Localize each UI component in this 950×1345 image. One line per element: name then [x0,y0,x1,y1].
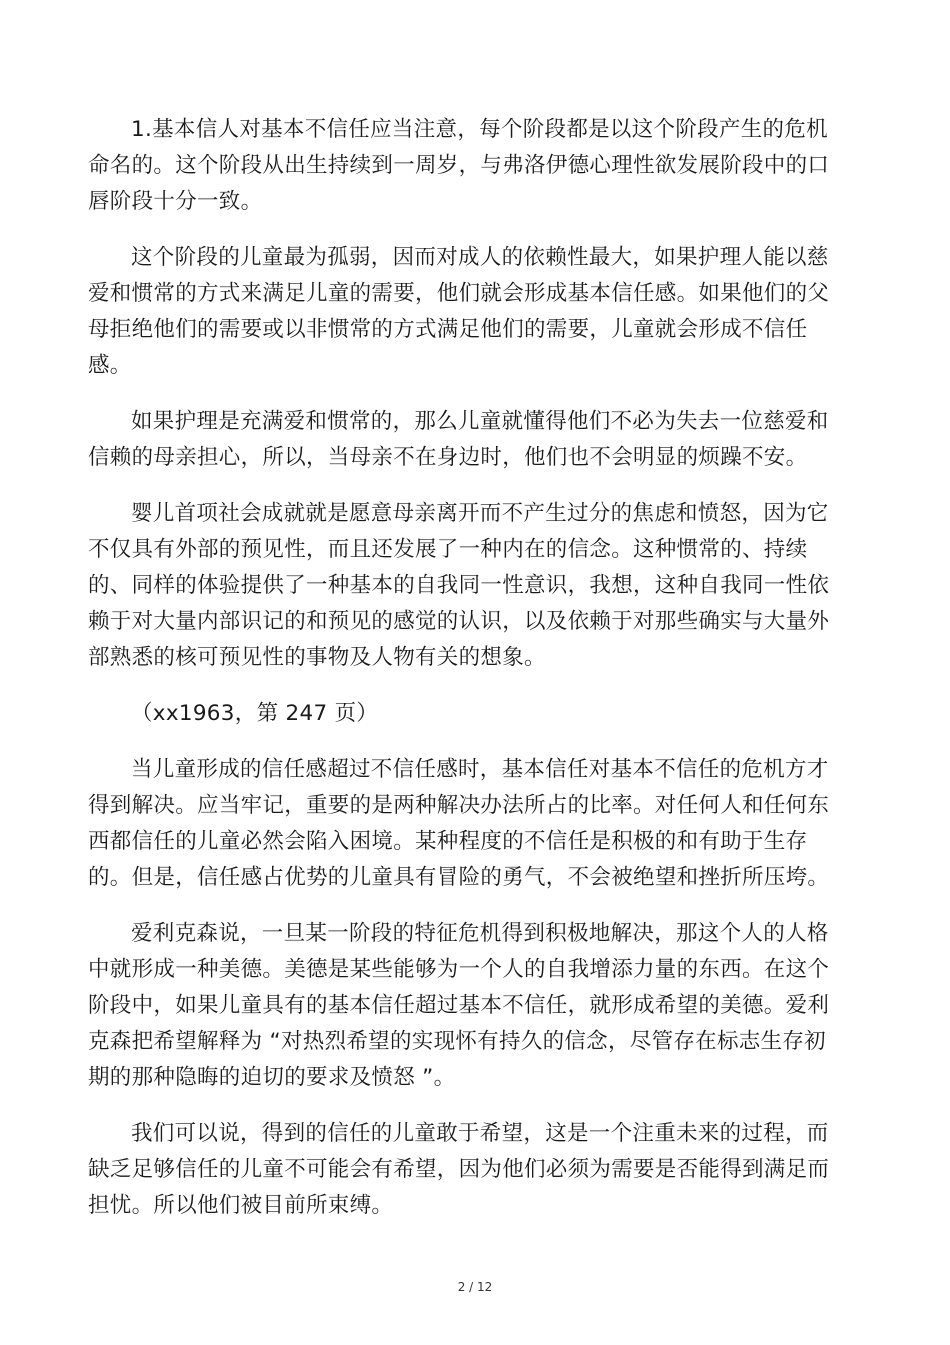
paragraph-6: 爱利克森说，一旦某一阶段的特征危机得到积极地解决，那这个人的人格中就形成一种美德。美德是某些能够为一个人的自我增添力量的东西。在这个阶段中，如果儿童具有的基本信任超过基本不信任，就形成希望的美德。爱利克森把希望解释为 “对热烈希望的实现怀有持久的信念，尽管存在标志生存初期的那种隐晦的迫切的要求及愤怒 ”。 [88,921,830,1090]
paragraph-3: 如果护理是充满爱和惯常的，那么儿童就懂得他们不必为失去一位慈爱和信赖的母亲担心，所以，当母亲不在身边时，他们也不会明显的烦躁不安。 [88,409,829,470]
paragraph-5: 当儿童形成的信任感超过不信任感时，基本信任对基本不信任的危机方才得到解决。应当牢记，重要的是两种解决办法所占的比率。对任何人和任何东西都信任的儿童必然会陷入困境。某种程度的不信任是积极的和有助于生存的。但是，信任感占优势的儿童具有冒险的勇气，不会被绝望和挫折所压垮。 [88,757,830,890]
document-body [88,112,833,1224]
paragraph-7: 我们可以说，得到的信任的儿童敢于希望，这是一个注重未来的过程，而缺乏足够信任的儿童不可能会有希望，因为他们必须为需要是否能得到满足而担忧。所以他们被目前所束缚。 [88,1121,830,1218]
paragraph-2: 这个阶段的儿童最为孤弱，因而对成人的依赖性最大，如果护理人能以慈爱和惯常的方式来满足儿童的需要，他们就会形成基本信任感。如果他们的父母拒绝他们的需要或以非惯常的方式满足他们的需要，儿童就会形成不信任感。 [88,245,830,378]
paragraph-4: 婴儿首项社会成就就是愿意母亲离开而不产生过分的焦虑和愤怒，因为它不仅具有外部的预见性，而且还发展了一种内在的信念。这种惯常的、持续的、同样的体验提供了一种基本的自我同一性意识，我想，这种自我同一性依赖于对大量内部识记的和预见的感觉的认识，以及依赖于对那些确实与大量外部熟悉的核可预见性的事物及人物有关的想象。 [88,501,830,670]
citation: （xx1963，第 247 页） [131,701,379,726]
paragraph-1: 1.基本信人对基本不信任应当注意，每个阶段都是以这个阶段产生的危机命名的。这个阶段从出生持续到一周岁，与弗洛伊德心理性欲发展阶段中的口唇阶段十分一致。 [88,117,830,214]
page-number: 2 / 12 [457,1280,493,1294]
